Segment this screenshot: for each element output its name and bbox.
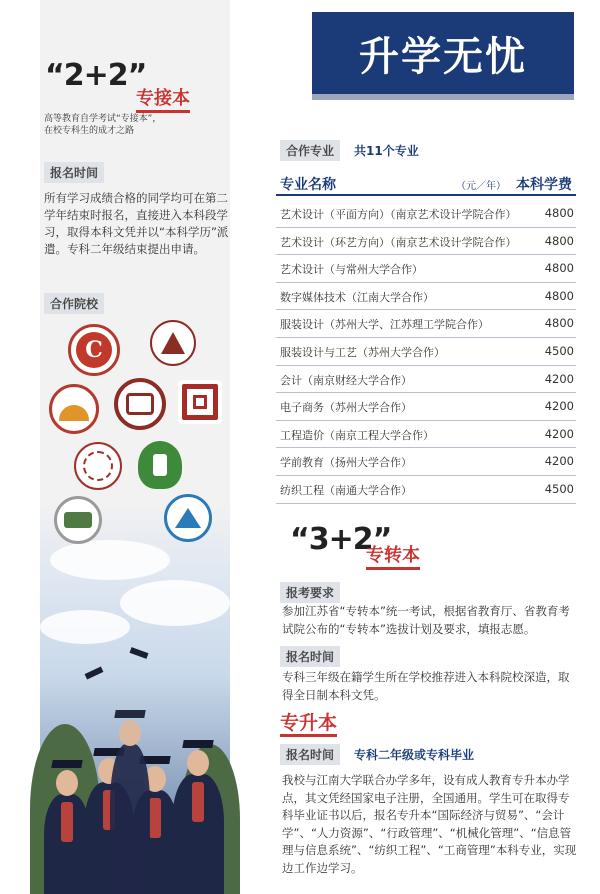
banner-title: 升学无忧 xyxy=(359,33,527,80)
major-fee: 4800 xyxy=(544,288,574,303)
majors-heading: 合作专业 xyxy=(280,140,340,161)
zhuanzhuanben-enroll-heading: 报名时间 xyxy=(280,646,340,667)
major-fee: 4200 xyxy=(544,371,574,386)
table-row xyxy=(276,421,576,449)
table-row xyxy=(276,283,576,311)
major-name: 电子商务（苏州大学合作） xyxy=(280,401,412,415)
banner-underline xyxy=(312,94,574,100)
college-logo-icon xyxy=(178,380,222,424)
zhuanjieben-title-number: “2+2” xyxy=(45,58,147,93)
major-fee: 4500 xyxy=(544,482,574,496)
major-fee: 4200 xyxy=(544,426,574,441)
college-logo-icon xyxy=(49,384,99,434)
graduates-photo xyxy=(40,500,230,894)
major-fee: 4800 xyxy=(544,261,574,276)
zhuanjieben-subtitle-2: 在校专科生的成才之路 xyxy=(44,126,135,136)
col-fee-unit: （元／年） xyxy=(456,181,506,192)
major-name: 服装设计与工艺（苏州大学合作） xyxy=(280,346,445,359)
table-row xyxy=(276,255,576,283)
table-row xyxy=(276,228,576,256)
zhuanshengben-text: 我校与江南大学联合办学多年，设有成人教育专升本办学点，其文凭经国家电子注册，全国通用。学生可在取得专科毕业证书以后，报名专升本“国际经济与贸易”、“会计学”、“人力资源”、“行政管理”、“机械化管理”、“信息管理与信息系统”、“纺织工程”、“工商管理”本科专业，实现边工作边学习。 xyxy=(282,773,577,875)
zhuanzhuanben-title-number: “3+2” xyxy=(290,522,392,557)
zhuanzhuanben-enroll-text: 专科三年级在籍学生所在学校推荐进入本科院校深造，取得全日制本科文凭。 xyxy=(282,670,570,702)
zhuanshengben-enroll-heading: 报名时间 xyxy=(280,744,340,765)
major-fee: 4800 xyxy=(544,233,574,248)
col-fee: 本科学费 xyxy=(516,177,572,193)
zhuanshengben-enroll-note: 专科二年级或专科毕业 xyxy=(354,748,475,762)
table-row xyxy=(276,448,576,476)
zhuanjieben-title: 专接本 xyxy=(136,88,190,113)
major-name: 工程造价（南京工程大学合作） xyxy=(280,428,434,442)
zhuanzhuanben-title: 专转本 xyxy=(366,545,420,570)
major-name: 纺织工程（南通大学合作） xyxy=(280,484,412,497)
major-name: 学前教育（扬州大学合作） xyxy=(280,456,412,470)
table-row xyxy=(276,366,576,394)
table-row xyxy=(276,476,576,504)
majors-table-header xyxy=(276,172,576,196)
zhuanjieben-enroll-text: 所有学习成绩合格的同学均可在第二学年结束时报名，直接进入本科段学习，取得本科文凭并以“本科学历”派遣。专科二年级结束提出申请。 xyxy=(44,191,229,256)
college-logo-icon xyxy=(164,494,212,542)
major-fee: 4800 xyxy=(544,206,574,220)
college-logo-icon xyxy=(132,436,188,494)
college-logo-icon: C xyxy=(68,324,120,376)
table-row xyxy=(276,200,576,228)
college-logo-icon xyxy=(150,320,196,366)
col-major-name: 专业名称 xyxy=(280,177,336,193)
table-row xyxy=(276,393,576,421)
major-name: 服装设计（苏州大学、江苏理工学院合作） xyxy=(280,318,489,332)
table-row xyxy=(276,338,576,366)
college-logo-icon xyxy=(54,496,102,544)
major-name: 艺术设计（平面方向）（南京艺术设计学院合作） xyxy=(280,208,517,221)
major-fee: 4500 xyxy=(544,344,574,358)
zhuanshengben-title: 专升本 xyxy=(280,712,337,737)
major-fee: 4200 xyxy=(544,399,574,414)
zhuanjieben-subtitle-1: 高等教育自学考试“专接本”， xyxy=(44,114,162,124)
major-name: 艺术设计（与常州大学合作） xyxy=(280,263,423,277)
zhuanzhuanben-req-text: 参加江苏省“专转本”统一考试，根据省教育厅、省教育考试院公布的“专转本”选拔计划及要求，填报志愿。 xyxy=(282,604,570,636)
major-name: 数字媒体技术（江南大学合作） xyxy=(280,290,434,304)
zhuanzhuanben-req-heading: 报考要求 xyxy=(280,582,340,603)
major-fee: 4800 xyxy=(544,316,574,331)
majors-count: 共11个专业 xyxy=(354,144,419,158)
major-fee: 4200 xyxy=(544,454,574,469)
table-row xyxy=(276,310,576,338)
zhuanjieben-enroll-heading: 报名时间 xyxy=(44,162,104,183)
major-name: 艺术设计（环艺方向）（南京艺术设计学院合作） xyxy=(280,235,517,249)
college-logo-icon xyxy=(74,442,122,490)
major-name: 会计（南京财经大学合作） xyxy=(280,373,412,387)
college-logo-icon xyxy=(114,378,166,430)
partners-heading: 合作院校 xyxy=(44,293,104,314)
